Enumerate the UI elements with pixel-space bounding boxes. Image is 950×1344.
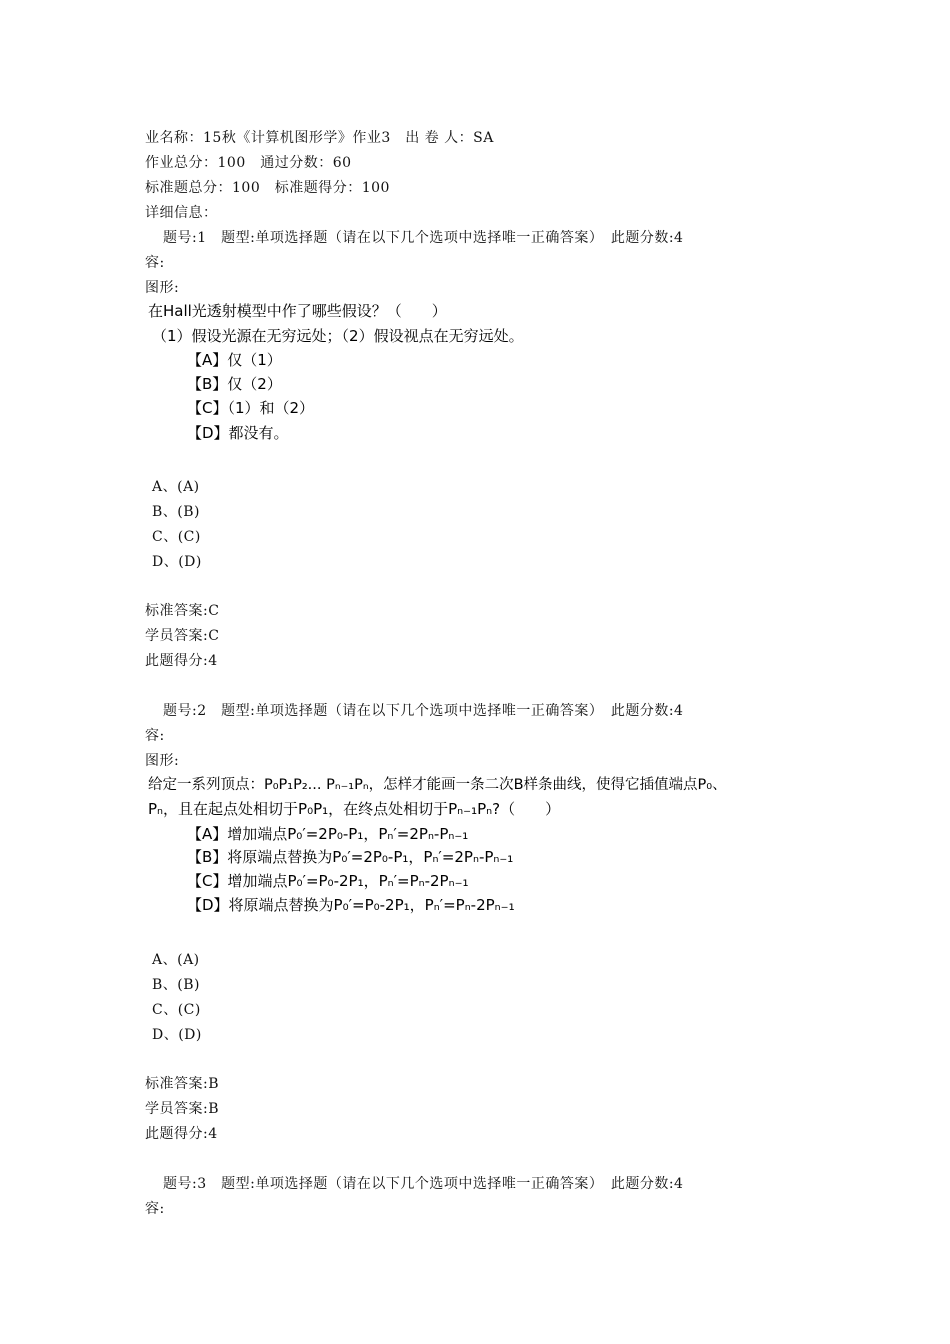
question-1-stem: 在Hall光透射模型中作了哪些假设？（ ） bbox=[148, 302, 447, 320]
question-2-option-d: D、(D) bbox=[152, 1027, 202, 1043]
question-2-figure-label: 图形: bbox=[145, 753, 180, 769]
question-2-student-answer: 学员答案:B bbox=[145, 1101, 220, 1117]
question-2-choice-d: 【D】将原端点替换为P₀′=P₀-2P₁，Pₙ′=Pₙ-2Pₙ₋₁ bbox=[187, 896, 515, 914]
question-2-standard-answer: 标准答案:B bbox=[145, 1076, 220, 1092]
question-2-score: 此题得分:4 bbox=[145, 1126, 218, 1142]
question-2-option-a: A、(A) bbox=[152, 952, 200, 968]
question-1-meta: 题号:1 题型:单项选择题（请在以下几个选项中选择唯一正确答案） 此题分数:4 bbox=[163, 230, 684, 246]
question-2-stem-line-1: 给定一系列顶点：P₀P₁P₂... Pₙ₋₁Pₙ，怎样才能画一条二次B样条曲线，使得它插值端点P₀、 bbox=[148, 777, 727, 793]
question-1-premise: （1）假设光源在无穷远处；（2）假设视点在无穷远处。 bbox=[152, 327, 524, 345]
question-1-choice-b: 【B】仅（2） bbox=[187, 375, 282, 393]
question-1-choice-a: 【A】仅（1） bbox=[187, 351, 282, 369]
question-2-choice-b: 【B】将原端点替换为P₀′=2P₀-P₁，Pₙ′=2Pₙ-Pₙ₋₁ bbox=[187, 848, 514, 866]
question-2-option-b: B、(B) bbox=[152, 977, 200, 993]
question-2-choice-a: 【A】增加端点P₀′=2P₀-P₁，Pₙ′=2Pₙ-Pₙ₋₁ bbox=[187, 825, 469, 843]
question-1-figure-label: 图形: bbox=[145, 280, 180, 296]
question-2-meta: 题号:2 题型:单项选择题（请在以下几个选项中选择唯一正确答案） 此题分数:4 bbox=[163, 703, 684, 719]
question-2-choice-c: 【C】增加端点P₀′=P₀-2P₁，Pₙ′=Pₙ-2Pₙ₋₁ bbox=[187, 872, 469, 890]
question-1-option-b: B、(B) bbox=[152, 504, 200, 520]
question-2-stem-line-2: Pₙ，且在起点处相切于P₀P₁，在终点处相切于Pₙ₋₁Pₙ?（ ） bbox=[148, 800, 561, 818]
question-1-choice-c: 【C】（1）和（2） bbox=[187, 399, 315, 417]
question-1-choice-d: 【D】都没有。 bbox=[187, 424, 289, 442]
question-1-content-label: 容: bbox=[145, 255, 165, 271]
question-1-option-a: A、(A) bbox=[152, 479, 200, 495]
question-2-option-c: C、(C) bbox=[152, 1002, 201, 1018]
homework-title: 业名称：15秋《计算机图形学》作业3 出 卷 人：SA bbox=[145, 130, 494, 146]
question-1-score: 此题得分:4 bbox=[145, 653, 218, 669]
standard-score-line: 标准题总分：100 标准题得分：100 bbox=[145, 180, 390, 196]
question-1-standard-answer: 标准答案:C bbox=[145, 603, 220, 619]
question-3-meta: 题号:3 题型:单项选择题（请在以下几个选项中选择唯一正确答案） 此题分数:4 bbox=[163, 1176, 684, 1192]
total-score-line: 作业总分：100 通过分数：60 bbox=[145, 155, 352, 171]
question-1-student-answer: 学员答案:C bbox=[145, 628, 220, 644]
question-2-content-label: 容: bbox=[145, 728, 165, 744]
question-3-content-label: 容: bbox=[145, 1201, 165, 1217]
question-1-option-d: D、(D) bbox=[152, 554, 202, 570]
question-1-option-c: C、(C) bbox=[152, 529, 201, 545]
detail-label: 详细信息： bbox=[145, 205, 218, 221]
